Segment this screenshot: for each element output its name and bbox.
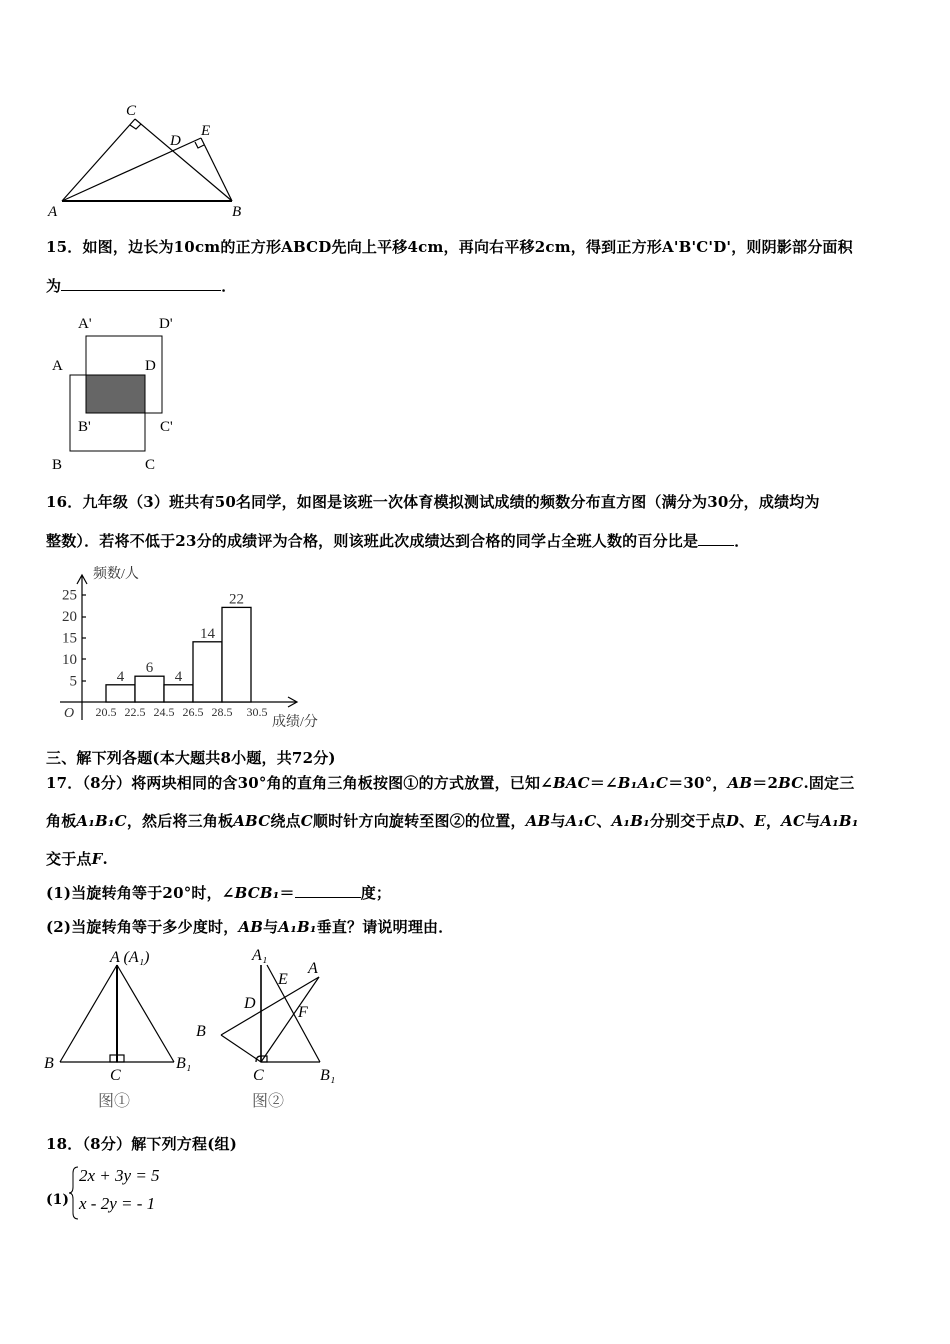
histogram-bar	[193, 642, 222, 702]
q16-text-line2	[46, 530, 749, 551]
q17-l2-k: 、	[596, 812, 612, 830]
q17-l1-i: .固定三	[803, 774, 855, 792]
x-tick-label: 28.5	[211, 705, 233, 719]
bar-value-label: 6	[145, 660, 154, 677]
q17-l2-h: AB	[525, 812, 551, 830]
bar-value-label: 14	[200, 625, 215, 642]
q17-text-line1	[46, 772, 854, 793]
q17-l2-o: 、	[739, 812, 755, 830]
y-tick-label: 20	[62, 609, 77, 625]
label-C: C	[145, 457, 156, 473]
q17-p1-c: ＝	[279, 884, 295, 902]
histogram-svg	[50, 560, 340, 735]
label-D: D	[170, 133, 181, 149]
q17-l1-c: ＝∠	[589, 774, 618, 792]
q18-part1-label: (1)	[46, 1192, 69, 1208]
q17-l2-l: A₁B₁	[611, 812, 650, 830]
histogram-bar	[135, 676, 164, 702]
fig1-caption: 图①	[98, 1093, 131, 1110]
squares-diagram	[40, 305, 200, 480]
q16-answer-blank[interactable]	[698, 545, 734, 546]
q17-l2-f: C	[300, 812, 313, 830]
x-axis-label: 成绩/分	[272, 715, 318, 730]
q17-p1-b: BCB₁	[234, 884, 280, 902]
label-D-prime: D'	[159, 316, 173, 332]
origin-label: O	[64, 706, 75, 721]
fig2-label-F: F	[298, 1004, 308, 1021]
figure-1-svg	[40, 940, 190, 1115]
q17-l2-r: AC	[781, 812, 806, 830]
q15-answer-blank[interactable]	[61, 290, 221, 291]
q17-part1	[46, 882, 391, 903]
x-tick-label: 22.5	[124, 705, 146, 719]
bar-value-label: 4	[174, 668, 183, 685]
q17-l2-j: A₁C	[565, 812, 597, 830]
q18-equation-2: x - 2y = - 1	[79, 1194, 156, 1213]
label-A-prime: A'	[78, 316, 92, 332]
q18-heading: 18．（8分）解下列方程(组)	[46, 1135, 238, 1153]
q17-l2-e: 绕点	[270, 812, 301, 830]
x-tick-label: 20.5	[95, 705, 117, 719]
q17-figure-2	[190, 940, 350, 1115]
y-tick-label: 25	[62, 587, 77, 604]
q17-p1-d: 度；	[360, 884, 392, 902]
q16-prefix: 整数）．若将不低于23分的成绩评为合格，则该班此次成绩达到合格的同学占全班人数的百分比是	[46, 532, 699, 550]
q17-l1-f: AB	[727, 774, 753, 792]
q15-suffix: ．	[221, 277, 237, 295]
q17-figure-1	[40, 940, 190, 1115]
fig1-label-C: C	[110, 1067, 121, 1084]
q17-p2-e: 垂直？请说明理由．	[316, 918, 454, 936]
x-tick-label: 26.5	[182, 705, 204, 719]
q17-p2-d: A₁B₁	[278, 918, 317, 936]
q17-l2-s: 与	[805, 812, 821, 830]
q17-l3-a: 交于点	[46, 850, 92, 868]
fig1-label-B: B	[44, 1055, 54, 1072]
q17-l1-d: B₁A₁C	[617, 774, 669, 792]
q17-l2-g: 顺时针方向旋转至图②的位置，	[312, 812, 526, 830]
fig2-label-B: B	[196, 1023, 206, 1040]
q17-part2	[46, 916, 453, 937]
q17-part1-answer-blank[interactable]	[295, 897, 361, 898]
histogram-bar	[222, 607, 251, 702]
fig1-top-label: A (A₁)	[110, 949, 150, 966]
q17-l1-a: 17．（8分）将两块相同的含30°角的直角三角板按图①的方式放置，已知∠	[46, 774, 553, 792]
histogram-chart	[50, 560, 340, 735]
q17-l2-t: A₁B₁	[820, 812, 859, 830]
q17-p2-b: AB	[238, 918, 264, 936]
fig2-label-E: E	[278, 971, 288, 988]
histogram-bar	[106, 685, 135, 702]
figure-2-svg	[190, 940, 350, 1115]
histogram-bars	[106, 607, 251, 702]
x-tick-label: 24.5	[153, 705, 175, 719]
q17-l3-c: .	[102, 850, 108, 868]
label-E: E	[201, 123, 211, 139]
section-3-heading: 三、解下列各题(本大题共8小题，共72分)	[46, 749, 336, 767]
shaded-overlap-region	[86, 375, 145, 413]
label-B: B	[232, 204, 242, 220]
q17-l1-g: ＝2	[752, 774, 779, 792]
label-A: A	[52, 358, 63, 374]
q15-text-line2	[46, 275, 236, 296]
q16-suffix: ．	[734, 532, 750, 550]
fig2-label-C: C	[253, 1067, 264, 1084]
q17-l2-n: D	[725, 812, 740, 830]
q17-l2-i: 与	[550, 812, 566, 830]
bar-value-label: 22	[229, 591, 244, 608]
y-axis-label: 频数/人	[93, 567, 139, 582]
fig2-label-B1: B₁	[320, 1067, 336, 1084]
fig2-caption: 图②	[252, 1093, 285, 1110]
figure-translated-squares	[40, 305, 200, 480]
q18-equation-1: 2x + 3y = 5	[79, 1166, 160, 1185]
q17-p2-a: (2)当旋转角等于多少度时，	[46, 918, 239, 936]
q15-text-line1: 15．如图，边长为10cm的正方形ABCD先向上平移4cm，再向右平移2cm，得到正方形A'B'C'D'，则阴影部分面积	[46, 238, 853, 256]
label-D: D	[145, 358, 156, 374]
q17-l1-h: BC	[778, 774, 804, 792]
q17-l2-c: ，然后将三角板	[126, 812, 234, 830]
q17-l2-p: E	[754, 812, 766, 830]
histogram-bar	[164, 685, 193, 702]
label-B: B	[52, 457, 63, 473]
q17-l1-b: BAC	[552, 774, 590, 792]
label-C: C	[126, 103, 137, 119]
q17-p1-a: (1)当旋转角等于20°时，∠	[46, 884, 235, 902]
q17-l2-b: A₁B₁C	[76, 812, 127, 830]
x-tick-labels	[96, 705, 268, 719]
label-A: A	[48, 204, 58, 220]
q17-l2-m: 分别交于点	[649, 812, 726, 830]
fig2-label-A: A	[308, 960, 318, 977]
bar-value-label: 4	[116, 668, 125, 685]
q17-l3-b: F	[91, 850, 103, 868]
q18-part1-system	[46, 1163, 246, 1223]
q17-l2-q: ，	[765, 812, 782, 830]
triangle-diagram	[40, 95, 260, 225]
y-tick-label: 15	[62, 630, 77, 647]
q17-l1-e: ＝30°，	[668, 774, 728, 792]
fig1-label-B1: B₁	[176, 1055, 190, 1072]
label-C-prime: C'	[160, 419, 173, 435]
label-B-prime: B'	[78, 419, 91, 435]
fig2-label-A1: A₁	[252, 947, 268, 964]
q16-text-line1: 16．九年级（3）班共有50名同学，如图是该班一次体育模拟测试成绩的频数分布直方图（满分为30分，成绩均为	[46, 493, 820, 511]
fig2-label-D: D	[244, 995, 256, 1012]
y-tick-label: 5	[69, 673, 77, 690]
y-tick-label: 10	[62, 652, 77, 668]
q17-l2-d: ABC	[233, 812, 271, 830]
q17-l2-a: 角板	[46, 812, 77, 830]
q17-text-line3	[46, 848, 108, 869]
y-tick-labels	[62, 588, 77, 690]
x-tick-label: 30.5	[246, 705, 268, 719]
q17-text-line2	[46, 810, 859, 831]
figure-triangle-abcde	[40, 95, 260, 225]
q15-prefix: 为	[46, 277, 62, 295]
q17-p2-c: 与	[263, 918, 279, 936]
